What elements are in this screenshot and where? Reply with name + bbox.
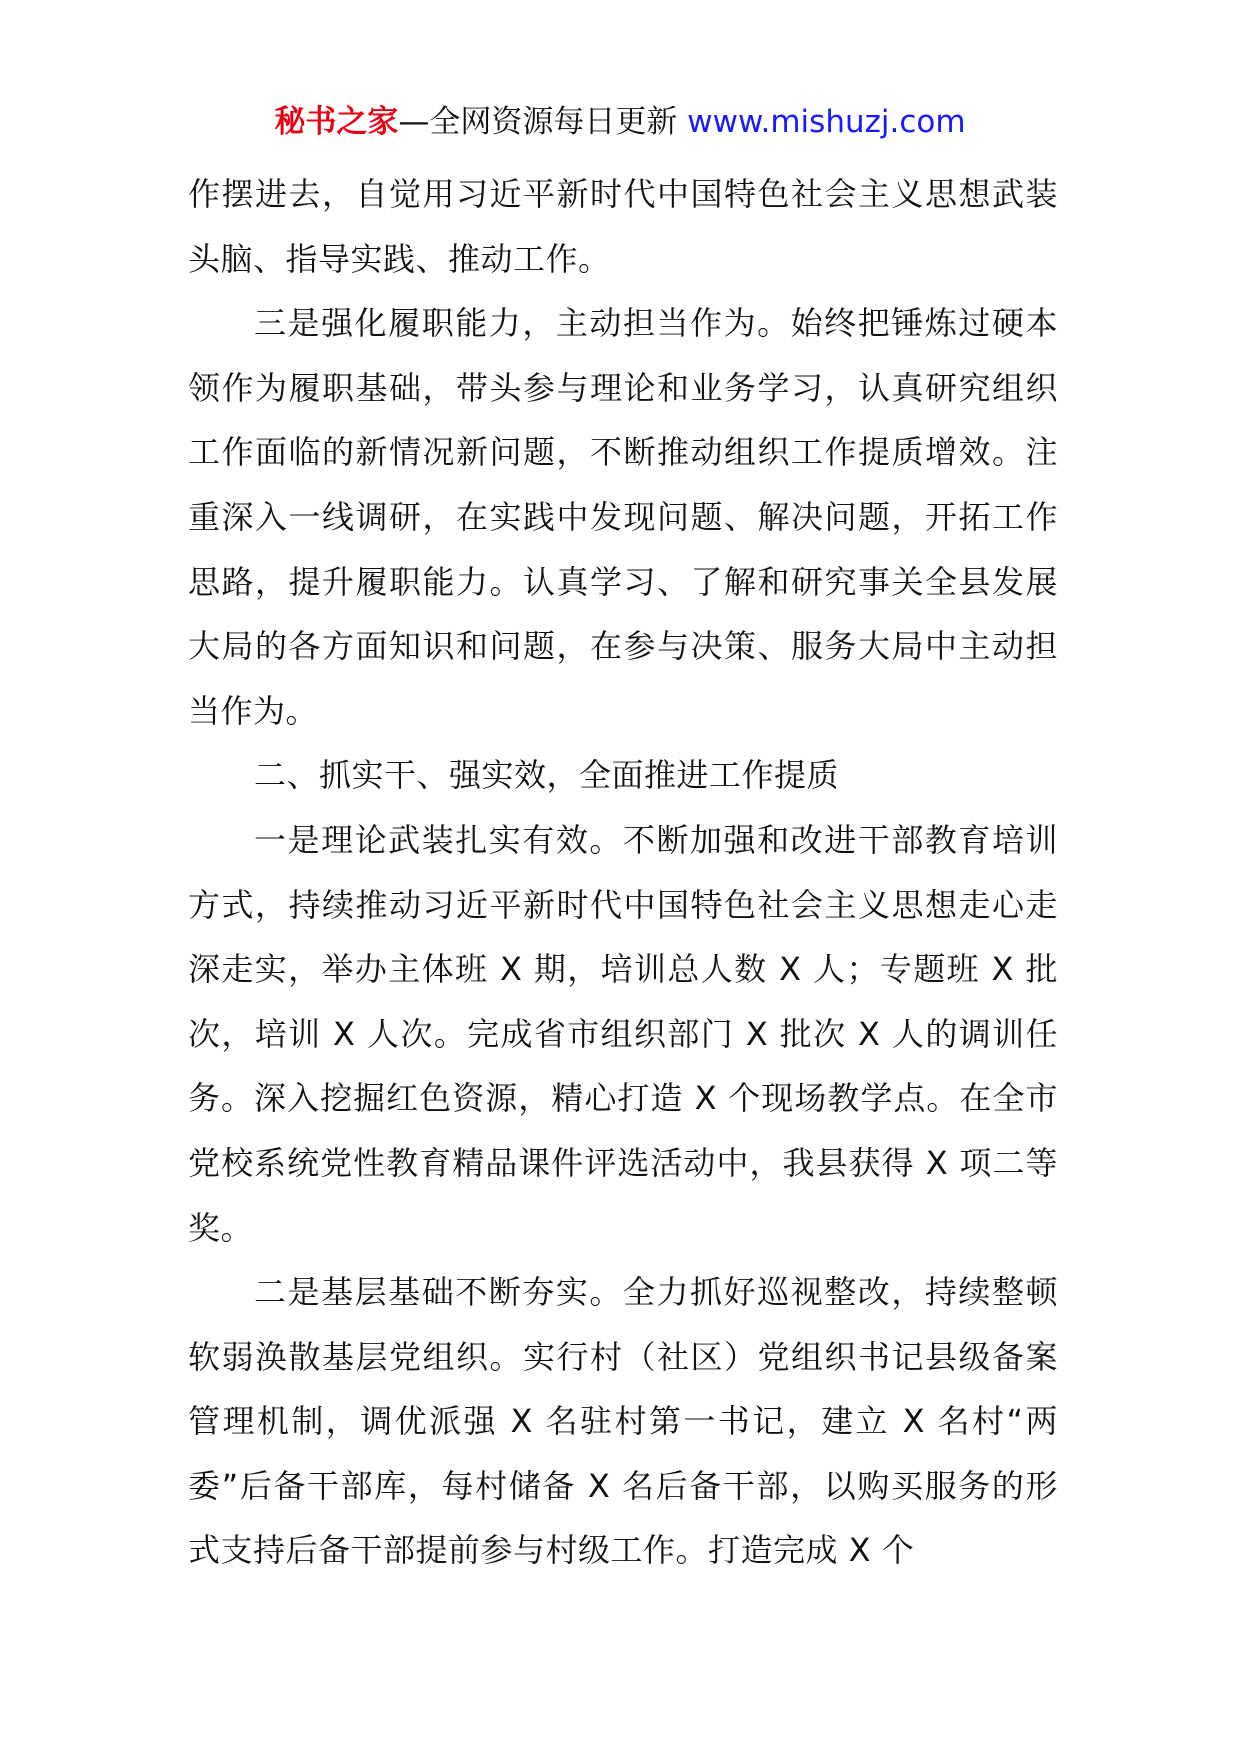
document-body — [188, 162, 1058, 1583]
paragraph-theory: 一是理论武装扎实有效。不断加强和改进干部教育培训方式，持续推动习近平新时代中国特色社会主义思想走心走深走实，举办主体班 X 期，培训总人数 X 人；专题班 X 批次，培训 X 人次。完成省市组织部门 X 批次 X 人的调训任务。深入挖掘红色资源，精心打造 X 个现场教学点。在全市党校系统党性教育精品课件评选活动中，我县获得 X 项二等奖。 — [188, 820, 1058, 1247]
paragraph-continuation: 作摆进去，自觉用习近平新时代中国特色社会主义思想武装头脑、指导实践、推动工作。 — [188, 175, 1058, 278]
section-heading: 二、抓实干、强实效，全面推进工作提质 — [254, 756, 840, 795]
paragraph-performance: 三是强化履职能力，主动担当作为。始终把锤炼过硬本领作为履职基础，带头参与理论和业务学习，认真研究组织工作面临的新情况新问题，不断推动组织工作提质增效。注重深入一线调研，在实践中发现问题、解决问题，开拓工作思路，提升履职能力。认真学习、了解和研究事关全县发展大局的各方面知识和问题，在参与决策、服务大局中主动担当作为。 — [188, 304, 1058, 730]
site-url[interactable]: www.mishuzj.com — [687, 104, 966, 140]
paragraph-grassroots: 二是基层基础不断夯实。全力抓好巡视整改，持续整顿软弱涣散基层党组织。实行村（社区）党组织书记县级备案管理机制，调优派强 X 名驻村第一书记，建立 X 名村“两委”后备干部库，每村储备 X 名后备干部，以购买服务的形式支持后备干部提前参与村级工作。打造完成 X 个 — [188, 1273, 1058, 1570]
site-brand: 秘书之家 — [274, 104, 399, 140]
site-header — [0, 100, 1240, 144]
site-tagline: —全网资源每日更新 — [398, 104, 688, 140]
